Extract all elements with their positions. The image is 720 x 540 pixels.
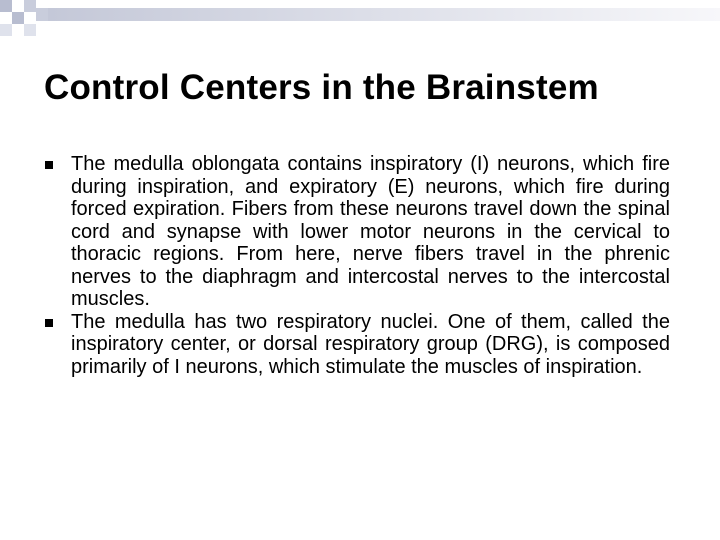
bullet-text: The medulla has two respiratory nuclei. One of them, called the inspiratory center, or dorsal respiratory group (DRG), is composed primarily of I neurons, which stimulate the muscles of inspiration. — [71, 310, 670, 378]
square-bullet-icon — [45, 319, 53, 327]
bullet-list — [44, 153, 670, 378]
bullet-item — [44, 153, 670, 311]
slide-title: Control Centers in the Brainstem — [44, 68, 599, 107]
corner-decoration — [0, 0, 720, 40]
bullet-text: The medulla oblongata contains inspiratory (I) neurons, which fire during inspiration, and expiratory (E) neurons, which fire during forced expiration. Fibers from these neurons travel down the spinal cord and synapse with lower motor neurons in the cervical to thoracic regions. From here, nerve fibers travel in the phrenic nerves to the diaphragm and intercostal nerves to the intercostal muscles. — [71, 153, 670, 310]
bullet-item — [44, 311, 670, 379]
square-bullet-icon — [45, 161, 53, 169]
